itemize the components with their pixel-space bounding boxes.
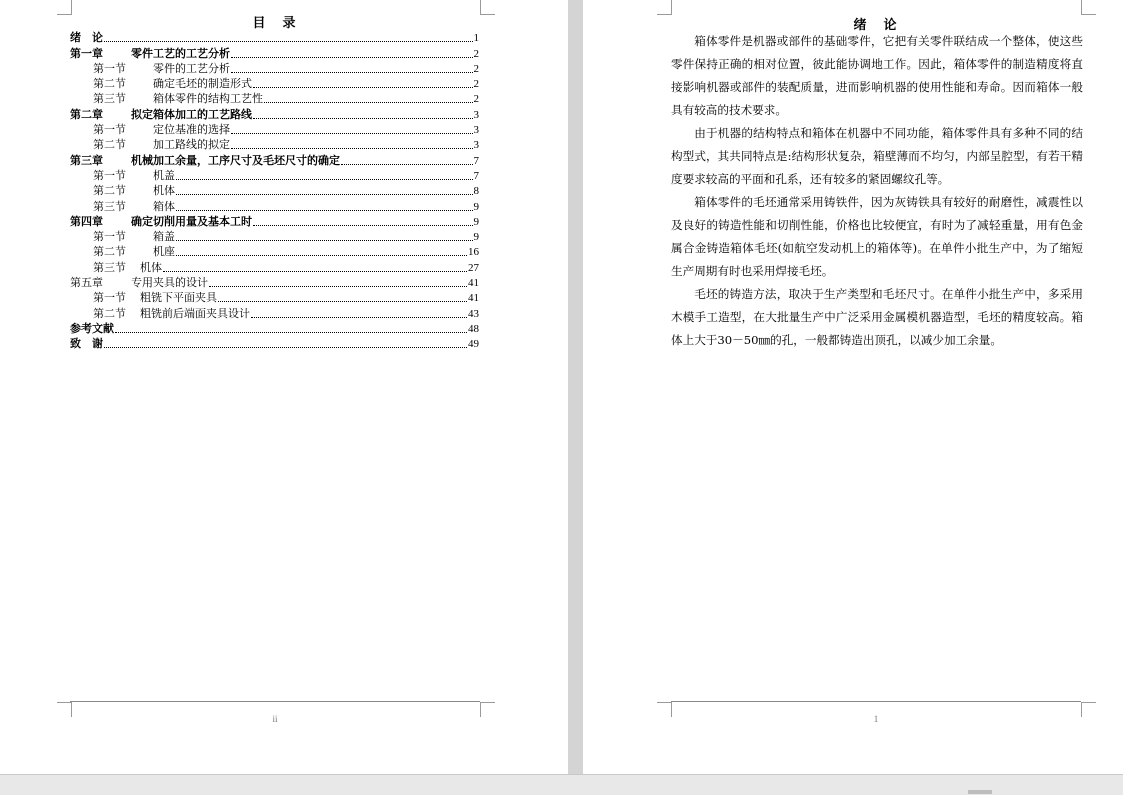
toc-entry-title: 机体 bbox=[153, 184, 175, 198]
toc-entry[interactable] bbox=[70, 91, 479, 106]
toc-entry-number: 第三节 bbox=[93, 92, 126, 106]
crop-mark-bottom-left bbox=[57, 702, 72, 717]
toc-entry-title: 定位基准的选择 bbox=[153, 123, 230, 137]
toc-entry[interactable] bbox=[70, 336, 479, 351]
toc-entry-number: 第一节 bbox=[93, 291, 126, 305]
toc-entry-title: 箱体 bbox=[153, 199, 175, 213]
toc-entry[interactable] bbox=[70, 152, 479, 167]
toc-entry[interactable] bbox=[70, 106, 479, 121]
toc-entry-title: 机座 bbox=[153, 245, 175, 259]
toc-page-number: 2 bbox=[473, 78, 479, 91]
left-page bbox=[0, 0, 568, 774]
toc-page-number: 2 bbox=[473, 93, 479, 106]
toc-entry[interactable] bbox=[70, 275, 479, 290]
crop-mark-top-right bbox=[1081, 0, 1096, 15]
toc-page-number: 9 bbox=[473, 231, 479, 244]
toc-dot-leader bbox=[176, 255, 467, 256]
toc-entry-title: 确定切削用量及基本工时 bbox=[131, 214, 252, 228]
toc-entry-title: 粗铣前后端面夹具设计 bbox=[140, 306, 250, 320]
toc-entry-title: 机盖 bbox=[153, 168, 175, 182]
toc-dot-leader bbox=[218, 301, 467, 302]
toc-entry-number: 第二节 bbox=[93, 245, 126, 259]
toc-page-number: 41 bbox=[468, 277, 479, 290]
scrollbar-thumb[interactable] bbox=[968, 790, 992, 794]
toc-entry[interactable] bbox=[70, 30, 479, 45]
toc-page-number: 41 bbox=[468, 292, 479, 305]
toc-page-number: 48 bbox=[468, 322, 479, 335]
toc-entry-title: 机体 bbox=[140, 260, 162, 274]
paragraph: 毛坯的铸造方法，取决于生产类型和毛坯尺寸。在单件小批生产中，多采用木模手工造型，在大批量生产中广泛采用金属模机器造型，毛坯的精度较高。箱体上大于30－50㎜的孔，一般都铸造出顶孔，以减少加工余量。 bbox=[671, 287, 1083, 347]
toc-entry-number: 第三节 bbox=[93, 199, 126, 213]
toc-entry-number: 第二节 bbox=[93, 306, 126, 320]
toc-entry[interactable] bbox=[70, 168, 479, 183]
crop-mark-bottom-right bbox=[1081, 702, 1096, 717]
toc-entry-number: 第三章 bbox=[70, 153, 103, 167]
toc-dot-leader bbox=[231, 72, 473, 73]
toc-dot-leader bbox=[176, 179, 473, 180]
toc-dot-leader bbox=[253, 225, 473, 226]
toc-page-number: 9 bbox=[473, 200, 479, 213]
toc-dot-leader bbox=[104, 41, 473, 42]
toc-entry[interactable] bbox=[70, 290, 479, 305]
toc-dot-leader bbox=[176, 240, 473, 241]
toc-page-number: 2 bbox=[473, 62, 479, 75]
toc-entry-number: 致 谢 bbox=[70, 337, 103, 351]
crop-mark-bottom-right bbox=[480, 702, 495, 717]
page-number-footer: ii bbox=[272, 714, 278, 724]
horizontal-scrollbar[interactable] bbox=[0, 774, 1123, 795]
crop-mark-top-left bbox=[657, 0, 672, 15]
toc-dot-leader bbox=[341, 164, 473, 165]
chapter-title: 绪 论 bbox=[853, 18, 899, 33]
toc-dot-leader bbox=[176, 194, 473, 195]
toc-entry[interactable] bbox=[70, 76, 479, 91]
toc-entry-number: 参考文献 bbox=[70, 321, 114, 335]
toc-page-number: 7 bbox=[473, 154, 479, 167]
toc-entry[interactable] bbox=[70, 183, 479, 198]
toc-entry[interactable] bbox=[70, 244, 479, 259]
toc-dot-leader bbox=[231, 148, 473, 149]
toc-dot-leader bbox=[104, 347, 467, 348]
paragraph: 箱体零件的毛坯通常采用铸铁件，因为灰铸铁具有较好的耐磨性，减震性以及良好的铸造性能和切削性能，价格也比较便宜，有时为了减轻重量，用有色金属合金铸造箱体毛坯(如航空发动机上的箱体等)。在单件小批生产中，为了缩短生产周期有时也采用焊接毛坯。 bbox=[671, 195, 1083, 278]
toc-entry-number: 第一节 bbox=[93, 123, 126, 137]
table-of-contents bbox=[70, 30, 479, 351]
toc-entry[interactable] bbox=[70, 259, 479, 274]
page-number-footer: 1 bbox=[873, 714, 879, 724]
toc-page-number: 7 bbox=[473, 169, 479, 182]
toc-entry-title: 加工路线的拟定 bbox=[153, 138, 230, 152]
toc-entry-number: 第一节 bbox=[93, 168, 126, 182]
toc-entry[interactable] bbox=[70, 61, 479, 76]
toc-entry[interactable] bbox=[70, 45, 479, 60]
toc-entry-number: 第二节 bbox=[93, 77, 126, 91]
toc-page-number: 27 bbox=[468, 261, 479, 274]
toc-page-number: 16 bbox=[468, 246, 479, 259]
toc-entry[interactable] bbox=[70, 321, 479, 336]
right-page bbox=[583, 0, 1123, 774]
toc-dot-leader bbox=[163, 271, 467, 272]
toc-entry[interactable] bbox=[70, 137, 479, 152]
toc-entry[interactable] bbox=[70, 305, 479, 320]
toc-entry-number: 第二节 bbox=[93, 184, 126, 198]
toc-entry[interactable] bbox=[70, 229, 479, 244]
toc-entry-title: 零件的工艺分析 bbox=[153, 61, 230, 75]
toc-page-number: 1 bbox=[473, 32, 479, 45]
toc-page-number: 3 bbox=[473, 108, 479, 121]
toc-entry-title: 机械加工余量，工序尺寸及毛坯尺寸的确定 bbox=[131, 153, 340, 167]
toc-entry-number: 第四章 bbox=[70, 214, 103, 228]
body-text bbox=[671, 30, 1083, 352]
toc-entry[interactable] bbox=[70, 214, 479, 229]
toc-dot-leader bbox=[253, 87, 473, 88]
toc-entry-number: 第五章 bbox=[70, 276, 103, 290]
toc-dot-leader bbox=[231, 133, 473, 134]
toc-title: 目 录 bbox=[252, 16, 298, 31]
toc-entry-number: 第二节 bbox=[93, 138, 126, 152]
toc-entry-number: 第二章 bbox=[70, 107, 103, 121]
toc-dot-leader bbox=[176, 210, 473, 211]
footer-rule bbox=[671, 701, 1081, 702]
toc-entry[interactable] bbox=[70, 198, 479, 213]
toc-entry-number: 第一节 bbox=[93, 230, 126, 244]
toc-page-number: 3 bbox=[473, 139, 479, 152]
toc-dot-leader bbox=[115, 332, 467, 333]
toc-dot-leader bbox=[264, 102, 473, 103]
toc-page-number: 3 bbox=[473, 124, 479, 137]
footer-rule bbox=[70, 701, 480, 702]
paragraph: 由于机器的结构特点和箱体在机器中不同功能，箱体零件具有多种不同的结构型式，其共同特点是:结构形状复杂，箱壁薄而不均匀，内部呈腔型，有若干精度要求较高的平面和孔系，还有较多的紧固螺纹孔等。 bbox=[671, 126, 1083, 186]
toc-entry-title: 拟定箱体加工的工艺路线 bbox=[131, 107, 252, 121]
toc-entry-number: 第一节 bbox=[93, 61, 126, 75]
toc-page-number: 2 bbox=[473, 47, 479, 60]
toc-entry-title: 箱体零件的结构工艺性 bbox=[153, 92, 263, 106]
toc-dot-leader bbox=[251, 317, 467, 318]
toc-entry-number: 第一章 bbox=[70, 46, 103, 60]
toc-dot-leader bbox=[231, 57, 473, 58]
toc-entry-title: 专用夹具的设计 bbox=[131, 276, 208, 290]
toc-entry-title: 粗铣下平面夹具 bbox=[140, 291, 217, 305]
toc-entry-title: 零件工艺的工艺分析 bbox=[131, 46, 230, 60]
toc-entry-title: 箱盖 bbox=[153, 230, 175, 244]
toc-page-number: 49 bbox=[468, 338, 479, 351]
paragraph: 箱体零件是机器或部件的基础零件，它把有关零件联结成一个整体，使这些零件保持正确的相对位置，彼此能协调地工作。因此，箱体零件的制造精度将直接影响机器或部件的装配质量，进而影响机器的使用性能和寿命。因而箱体一般具有较高的技术要求。 bbox=[671, 34, 1083, 117]
toc-dot-leader bbox=[209, 286, 467, 287]
toc-page-number: 43 bbox=[468, 307, 479, 320]
toc-entry-title: 确定毛坯的制造形式 bbox=[153, 77, 252, 91]
toc-dot-leader bbox=[253, 118, 473, 119]
crop-mark-bottom-left bbox=[657, 702, 672, 717]
toc-page-number: 9 bbox=[473, 215, 479, 228]
toc-entry[interactable] bbox=[70, 122, 479, 137]
toc-entry-number: 绪 论 bbox=[70, 31, 103, 45]
toc-entry-number: 第三节 bbox=[93, 260, 126, 274]
toc-page-number: 8 bbox=[473, 185, 479, 198]
